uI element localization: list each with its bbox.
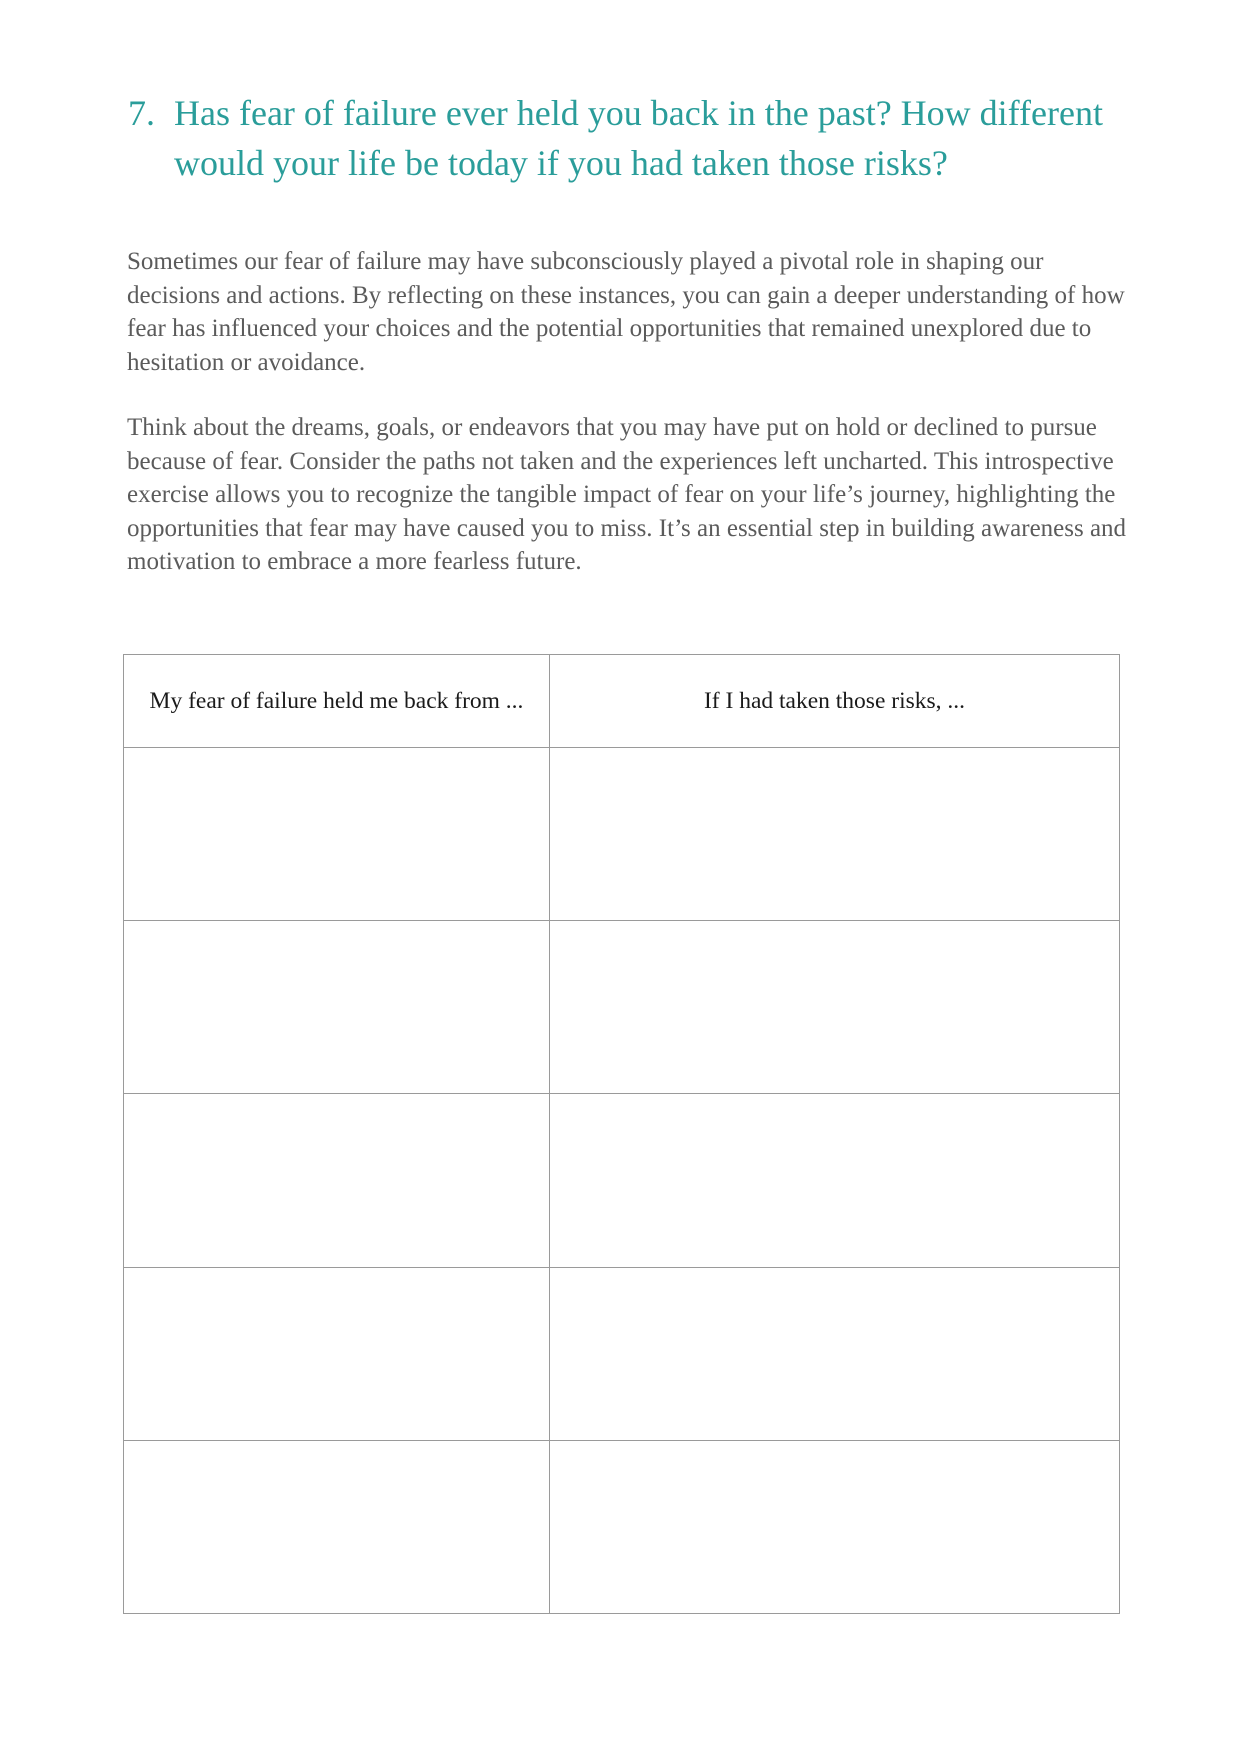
held-back-cell[interactable] <box>124 748 550 921</box>
held-back-cell[interactable] <box>124 1267 550 1440</box>
outcome-cell[interactable] <box>550 1094 1120 1267</box>
table-row <box>124 1267 1120 1440</box>
question-line-2: would your life be today if you had taken those risks? <box>174 143 948 183</box>
intro-paragraph: Sometimes our fear of failure may have subconsciously played a pivotal role in shaping our decisions and actions. By reflecting on these instances, you can gain a deeper understanding of how fear has influenced your choices and the potential opportunities that remained unexplored due to hesitation or avoidance. <box>127 248 1125 376</box>
reflection-paragraph: Think about the dreams, goals, or endeavors that you may have put on hold or declined to pursue because of fear. Consider the paths not taken and the experiences left uncharted. This introspective exercise allows you to recognize the tangible impact of fear on your life’s journey, highlighting the opportunities that fear may have caused you to miss. It’s an essential step in building awareness and motivation to embrace a more fearless future. <box>127 414 1127 575</box>
question-number: 7. <box>128 93 155 133</box>
table-row <box>124 748 1120 921</box>
worksheet-header-row <box>124 655 1120 748</box>
question-line-1: Has fear of failure ever held you back in the past? How different <box>174 93 1103 133</box>
table-row <box>124 1094 1120 1267</box>
outcome-cell[interactable] <box>550 1440 1120 1613</box>
held-back-cell[interactable] <box>124 1094 550 1267</box>
outcome-cell[interactable] <box>550 1267 1120 1440</box>
table-row <box>124 921 1120 1094</box>
outcome-cell[interactable] <box>550 748 1120 921</box>
held-back-cell[interactable] <box>124 921 550 1094</box>
header-if-taken-risks: If I had taken those risks, ... <box>550 655 1120 748</box>
reflection-worksheet <box>123 654 1120 1614</box>
table-row <box>124 1440 1120 1613</box>
outcome-cell[interactable] <box>550 921 1120 1094</box>
header-held-back-from: My fear of failure held me back from ... <box>124 655 550 748</box>
question-heading <box>128 88 1168 188</box>
held-back-cell[interactable] <box>124 1440 550 1613</box>
